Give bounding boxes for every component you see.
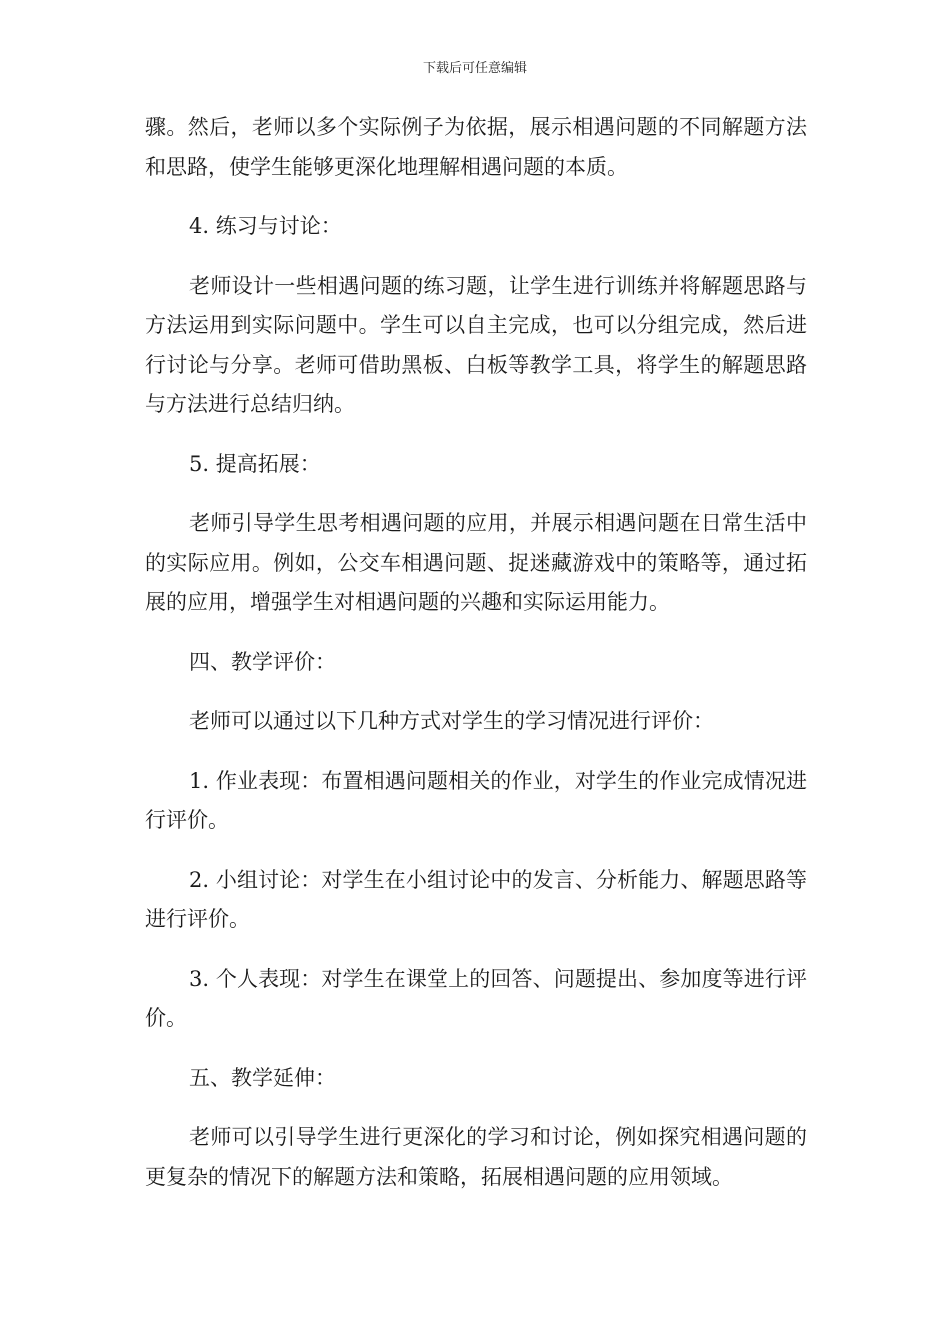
list-item-homework: 1. 作业表现：布置相遇问题相关的作业，对学生的作业完成情况进行评价。 <box>145 768 807 832</box>
list-item-individual: 3. 个人表现：对学生在课堂上的回答、问题提出、参加度等进行评价。 <box>145 966 807 1030</box>
heading-teaching-extension: 五、教学延伸： <box>189 1065 336 1090</box>
paragraph-practice: 老师设计一些相遇问题的练习题，让学生进行训练并将解题思路与方法运用到实际问题中。学生可以自主完成，也可以分组完成，然后进行讨论与分享。老师可借助黑板、白板等教学工具，将学生的解题思路与方法进行总结归纳。 <box>145 273 807 416</box>
heading-extension: 5. 提高拓展： <box>189 451 321 476</box>
heading-practice-discussion: 4. 练习与讨论： <box>189 214 342 238</box>
header-note: 下载后可任意编辑 <box>422 61 527 76</box>
document-body <box>145 108 807 1217</box>
paragraph-evaluation-intro: 老师可以通过以下几种方式对学生的学习情况进行评价： <box>189 709 714 733</box>
paragraph-teaching-extension: 老师可以引导学生进行更深化的学习和讨论，例如探究相遇问题的更复杂的情况下的解题方法和策略，拓展相遇问题的应用领域。 <box>145 1125 807 1189</box>
heading-evaluation: 四、教学评价： <box>189 649 336 674</box>
list-item-group-discussion: 2. 小组讨论：对学生在小组讨论中的发言、分析能力、解题思路等进行评价。 <box>145 867 807 931</box>
paragraph-continuation: 骤。然后，老师以多个实际例子为依据，展示相遇问题的不同解题方法和思路，使学生能够更深化地理解相遇问题的本质。 <box>145 115 807 179</box>
paragraph-extension: 老师引导学生思考相遇问题的应用，并展示相遇问题在日常生活中的实际应用。例如，公交车相遇问题、捉迷藏游戏中的策略等，通过拓展的应用，增强学生对相遇问题的兴趣和实际运用能力。 <box>145 511 807 614</box>
